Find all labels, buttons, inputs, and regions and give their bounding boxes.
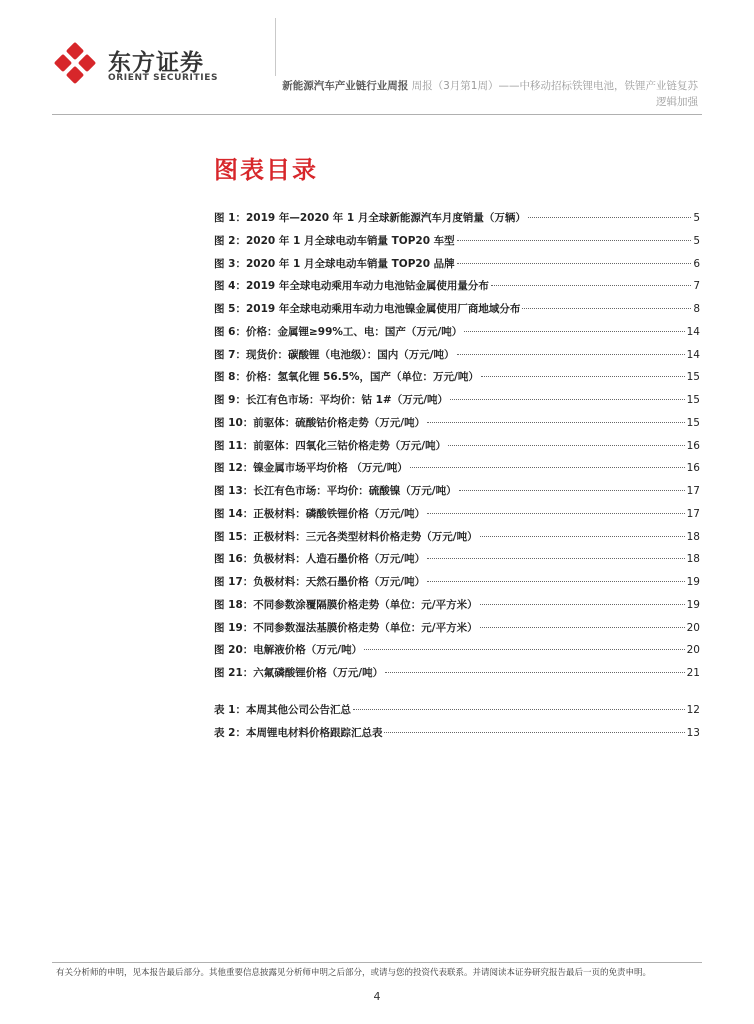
toc-entry-label: 图 1：2019 年—2020 年 1 月全球新能源汽车月度销量（万辆） [214, 212, 526, 224]
header-divider [275, 18, 276, 76]
toc-entry-label: 图 5：2019 年全球电动乘用车动力电池镍金属使用厂商地域分布 [214, 303, 521, 315]
toc-leader-dots [385, 672, 685, 673]
toc-entry-page: 18 [686, 553, 700, 566]
toc-entry-page: 19 [686, 576, 700, 588]
toc-entry-page: 14 [686, 325, 700, 338]
toc-entry[interactable] [214, 529, 700, 552]
toc-entry-page: 13 [686, 726, 700, 739]
toc-leader-dots [528, 217, 691, 218]
table-list [214, 702, 700, 748]
toc-entry-label: 图 3：2020 年 1 月全球电动车销量 TOP20 品牌 [214, 257, 455, 270]
toc-entry-page: 8 [693, 303, 700, 315]
logo-chinese-name: 东方证券 [108, 50, 204, 76]
toc-entry-label: 图 12：镍金属市场平均价格 （万元/吨） [214, 462, 408, 475]
toc-leader-dots [427, 513, 685, 514]
toc-entry-label: 图 21：六氟磷酸锂价格（万元/吨） [214, 667, 384, 679]
toc-entry-page: 14 [686, 348, 700, 361]
report-title-line2: 逻辑加强 [656, 96, 698, 108]
toc-entry[interactable] [214, 725, 700, 748]
toc-entry[interactable] [214, 642, 700, 665]
toc-leader-dots [464, 331, 684, 332]
toc-leader-dots [448, 445, 685, 446]
toc-leader-dots [427, 558, 685, 559]
toc-entry-label: 图 13：长江有色市场：平均价：硫酸镍（万元/吨） [214, 485, 457, 497]
toc-entry[interactable] [214, 702, 700, 725]
toc-entry[interactable] [214, 347, 700, 370]
toc-entry[interactable] [214, 551, 700, 574]
toc-entry-page: 5 [693, 234, 700, 247]
toc-entry-label: 图 19：不同参数湿法基膜价格走势（单位：元/平方米） [214, 621, 478, 634]
toc-leader-dots [480, 627, 685, 628]
toc-entry-page: 17 [686, 485, 700, 497]
toc-entry-label: 图 20：电解液价格（万元/吨） [214, 644, 363, 657]
toc-entry-label: 表 1：本周其他公司公告汇总 [214, 704, 351, 716]
toc-leader-dots [457, 240, 692, 241]
toc-entry-label: 图 9：长江有色市场：平均价：钴 1#（万元/吨） [214, 394, 449, 406]
toc-entry[interactable] [214, 278, 700, 301]
company-logo [52, 40, 222, 88]
toc-leader-dots [481, 376, 685, 377]
toc-entry-page: 19 [686, 598, 700, 611]
toc-entry-page: 17 [686, 507, 700, 520]
toc-entry[interactable] [214, 210, 700, 233]
toc-leader-dots [384, 732, 684, 733]
toc-entry[interactable] [214, 392, 700, 415]
toc-entry[interactable] [214, 233, 700, 256]
toc-entry-label: 图 8：价格：氢氧化锂 56.5%，国产（单位：万元/吨） [214, 371, 479, 384]
toc-entry-page: 20 [686, 621, 700, 634]
toc-leader-dots [427, 422, 685, 423]
toc-entry-page: 12 [686, 704, 700, 716]
toc-leader-dots [480, 604, 685, 605]
footer-rule [52, 962, 702, 963]
toc-entry-label: 图 4：2019 年全球电动乘用车动力电池钴金属使用量分布 [214, 280, 489, 293]
toc-entry[interactable] [214, 256, 700, 279]
toc-leader-dots [410, 467, 685, 468]
toc-entry[interactable] [214, 369, 700, 392]
toc-entry[interactable] [214, 506, 700, 529]
toc-entry-page: 16 [686, 439, 700, 452]
toc-leader-dots [457, 354, 685, 355]
toc-entry-page: 21 [686, 667, 700, 679]
report-title-bold: 新能源汽车产业链行业周报 [282, 80, 409, 92]
toc-entry-label: 图 16：负极材料：人造石墨价格（万元/吨） [214, 553, 426, 566]
figure-list [214, 210, 700, 688]
toc-leader-dots [522, 308, 691, 309]
toc-leader-dots [450, 399, 685, 400]
toc-entry-label: 表 2：本周锂电材料价格跟踪汇总表 [214, 726, 383, 739]
logo-mark-icon [52, 40, 98, 86]
toc-entry[interactable] [214, 574, 700, 597]
toc-entry[interactable] [214, 438, 700, 461]
toc-leader-dots [457, 263, 692, 264]
toc-entry-label: 图 6：价格：金属锂≥99%工、电：国产（万元/吨） [214, 325, 463, 338]
logo-english-name: ORIENT SECURITIES [108, 73, 219, 83]
toc-entry-page: 20 [686, 644, 700, 657]
page-number: 4 [373, 990, 381, 1003]
toc-entry[interactable] [214, 301, 700, 324]
toc-entry-label: 图 7：现货价：碳酸锂（电池级）：国内（万元/吨） [214, 348, 455, 361]
footer-disclaimer: 有关分析师的申明，见本报告最后部分。其他重要信息披露见分析师申明之后部分，或请与您的投资代表联系。并请阅读本证券研究报告最后一页的免责申明。 [56, 968, 652, 978]
toc-leader-dots [427, 581, 685, 582]
header-rule [52, 114, 702, 115]
toc-entry-page: 5 [693, 212, 700, 224]
toc-entry-label: 图 17：负极材料：天然石墨价格（万元/吨） [214, 576, 426, 588]
toc-entry-page: 7 [693, 280, 700, 293]
toc-entry[interactable] [214, 460, 700, 483]
report-title-rest: 周报（3月第1周）——中移动招标铁锂电池，铁锂产业链复苏 [411, 80, 698, 92]
toc-leader-dots [353, 709, 685, 710]
toc-leader-dots [480, 536, 685, 537]
report-header-title [278, 78, 698, 110]
toc-entry[interactable] [214, 597, 700, 620]
toc-leader-dots [491, 285, 691, 286]
toc-entry-page: 15 [686, 394, 700, 406]
toc-entry[interactable] [214, 620, 700, 643]
toc-entry-label: 图 10：前驱体：硫酸钴价格走势（万元/吨） [214, 416, 426, 429]
toc-entry[interactable] [214, 324, 700, 347]
toc-entry[interactable] [214, 483, 700, 506]
toc-entry-label: 图 14：正极材料：磷酸铁锂价格（万元/吨） [214, 507, 426, 520]
toc-entry-label: 图 2：2020 年 1 月全球电动车销量 TOP20 车型 [214, 234, 455, 247]
toc-entry-page: 18 [686, 530, 700, 543]
toc-entry-page: 15 [686, 371, 700, 384]
toc-entry-page: 6 [693, 257, 700, 270]
toc-entry-label: 图 15：正极材料：三元各类型材料价格走势（万元/吨） [214, 530, 478, 543]
toc-entry-page: 16 [686, 462, 700, 475]
toc-entry[interactable] [214, 415, 700, 438]
toc-leader-dots [459, 490, 685, 491]
toc-leader-dots [364, 649, 685, 650]
toc-entry[interactable] [214, 665, 700, 688]
section-title: 图表目录 [214, 156, 318, 184]
toc-entry-label: 图 11：前驱体：四氧化三钴价格走势（万元/吨） [214, 439, 447, 452]
toc-entry-label: 图 18：不同参数涂覆隔膜价格走势（单位：元/平方米） [214, 598, 478, 611]
toc-entry-page: 15 [686, 416, 700, 429]
